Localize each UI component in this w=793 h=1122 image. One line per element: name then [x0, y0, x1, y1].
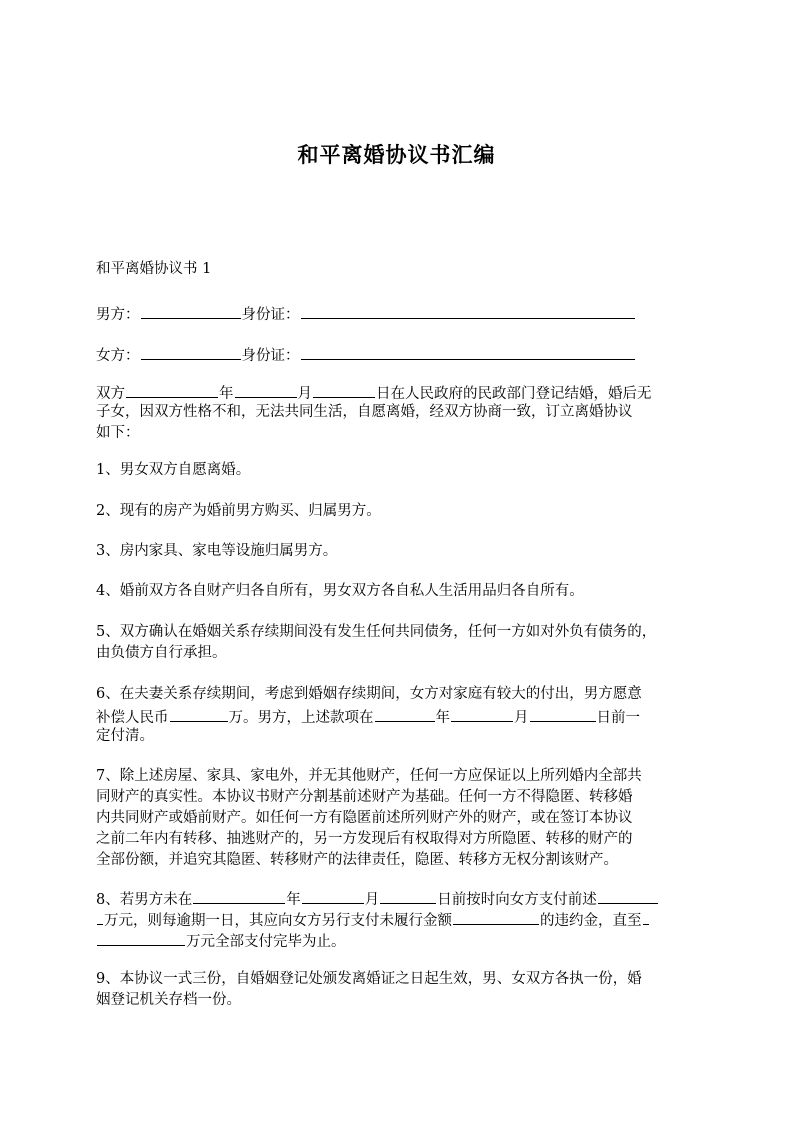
- clause-5-line-2: 由负债方自行承担。: [96, 645, 227, 661]
- clause-4: 4、婚前双方各自财产归各自所有，男女双方各自私人生活用品归各自所有。: [96, 583, 584, 599]
- payment-month-blank: [451, 705, 513, 722]
- clause-8-text-e: 万元，则每逾期一日，其应向女方另行支付未履行金额: [104, 913, 452, 929]
- intro-text-c: 月: [297, 386, 312, 402]
- document-title: 和平离婚协议书汇编: [297, 142, 496, 167]
- clause-9: [96, 969, 706, 1011]
- clause-8-text-f: 的违约金，直至: [540, 913, 642, 929]
- clause-7-line-4: 之前二年内有转移、抽逃财产的，另一方发现后有权取得对方所隐匿、转移的财产的: [96, 831, 633, 847]
- unpaid-amount-blank: [453, 908, 539, 925]
- intro-year-blank: [126, 381, 218, 398]
- clause-8-line-1: [96, 887, 706, 908]
- female-row: [96, 343, 706, 367]
- clause-7-line-5: 全部份额，并追究其隐匿、转移财产的法律责任，隐匿、转移方无权分割该财产。: [96, 852, 618, 868]
- clause-5: [96, 622, 706, 664]
- clause-9-line-1: 9、本协议一式三份，自婚姻登记处颁发离婚证之日起生效，男、女双方各执一份，婚: [96, 971, 642, 987]
- amount-blank-2: [97, 908, 103, 925]
- deadline-year-blank: [193, 887, 285, 904]
- clause-9-line-2: 姻登记机关存档一份。: [96, 992, 241, 1008]
- clause-5-line-1: 5、双方确认在婚姻关系存续期间没有发生任何共同债务，任何一方如对外负有债务的，: [96, 624, 657, 640]
- intro-text-d: 日在人民政府的民政部门登记结婚，婚后无: [376, 386, 652, 402]
- intro-day-blank: [313, 381, 375, 398]
- clause-3: 3、房内家具、家电等设施归属男方。: [96, 543, 338, 559]
- deadline-day-blank: [380, 887, 436, 904]
- amount-blank-1: [598, 887, 658, 904]
- clause-6-text-e: 日前一: [596, 710, 640, 726]
- total-amount-blank-1: [643, 908, 649, 925]
- male-id-blank: [301, 302, 635, 319]
- clause-8-text-d: 日前按时向女方支付前述: [437, 892, 597, 908]
- male-name-blank: [141, 302, 241, 319]
- total-amount-blank-2: [97, 929, 185, 946]
- female-name-blank: [141, 343, 241, 360]
- female-label: 女方：: [96, 348, 140, 364]
- clause-2: 2、现有的房产为婚前男方购买、归属男方。: [96, 503, 381, 519]
- male-id-label: 身份证：: [241, 307, 300, 323]
- clause-8-line-2: [96, 908, 706, 929]
- clause-6-text-c: 年: [435, 710, 450, 726]
- intro-month-blank: [235, 381, 297, 398]
- clause-6-line-1: 6、在夫妻关系存续期间，考虑到婚姻存续期间，女方对家庭有较大的付出，男方愿意: [96, 686, 642, 702]
- clause-6: [96, 684, 706, 747]
- clause-7-line-3: 内共同财产或婚前财产。如任何一方有隐匿前述所列财产外的财产，或在签订本协议: [96, 810, 633, 826]
- clause-6-text-a: 补偿人民币: [96, 710, 169, 726]
- clause-8-text-c: 月: [364, 892, 380, 908]
- section-heading: 和平离婚协议书 1: [96, 261, 212, 277]
- clause-6-text-b: 万。男方，上述款项在: [228, 710, 374, 726]
- clause-8-text-b: 年: [286, 892, 301, 908]
- clause-8-text-a: 8、若男方未在: [96, 892, 193, 908]
- intro-line-3: 如下：: [96, 425, 140, 441]
- clause-7-line-2: 同财产的真实性。本协议书财产分割基前述财产为基础。任何一方不得隐匿、转移婚: [96, 789, 633, 805]
- clause-6-line-2: [96, 705, 706, 726]
- female-id-blank: [301, 343, 635, 360]
- clause-7-line-1: 7、除上述房屋、家具、家电外，并无其他财产，任何一方应保证以上所列婚内全部共: [96, 768, 642, 784]
- female-id-label: 身份证：: [241, 348, 300, 364]
- intro-line-1: [96, 381, 706, 402]
- intro-paragraph: [96, 381, 706, 444]
- clause-6-text-d: 月: [514, 710, 529, 726]
- male-row: [96, 302, 706, 326]
- clause-8-line-3: [96, 929, 706, 950]
- clause-7: [96, 766, 706, 871]
- compensation-amount-blank: [170, 705, 228, 722]
- clause-1: 1、男女双方自愿离婚。: [96, 462, 251, 478]
- clause-6-line-3: 定付清。: [96, 728, 154, 744]
- intro-text-b: 年: [219, 386, 234, 402]
- clause-8: [96, 887, 706, 950]
- payment-year-blank: [375, 705, 435, 722]
- intro-text-a: 双方: [96, 386, 125, 402]
- deadline-month-blank: [302, 887, 364, 904]
- male-label: 男方：: [96, 307, 140, 323]
- intro-line-2: 子女，因双方性格不和，无法共同生活，自愿离婚，经双方协商一致，订立离婚协议: [96, 404, 633, 420]
- payment-day-blank: [530, 705, 596, 722]
- clause-8-text-g: 万元全部支付完毕为止。: [186, 934, 346, 950]
